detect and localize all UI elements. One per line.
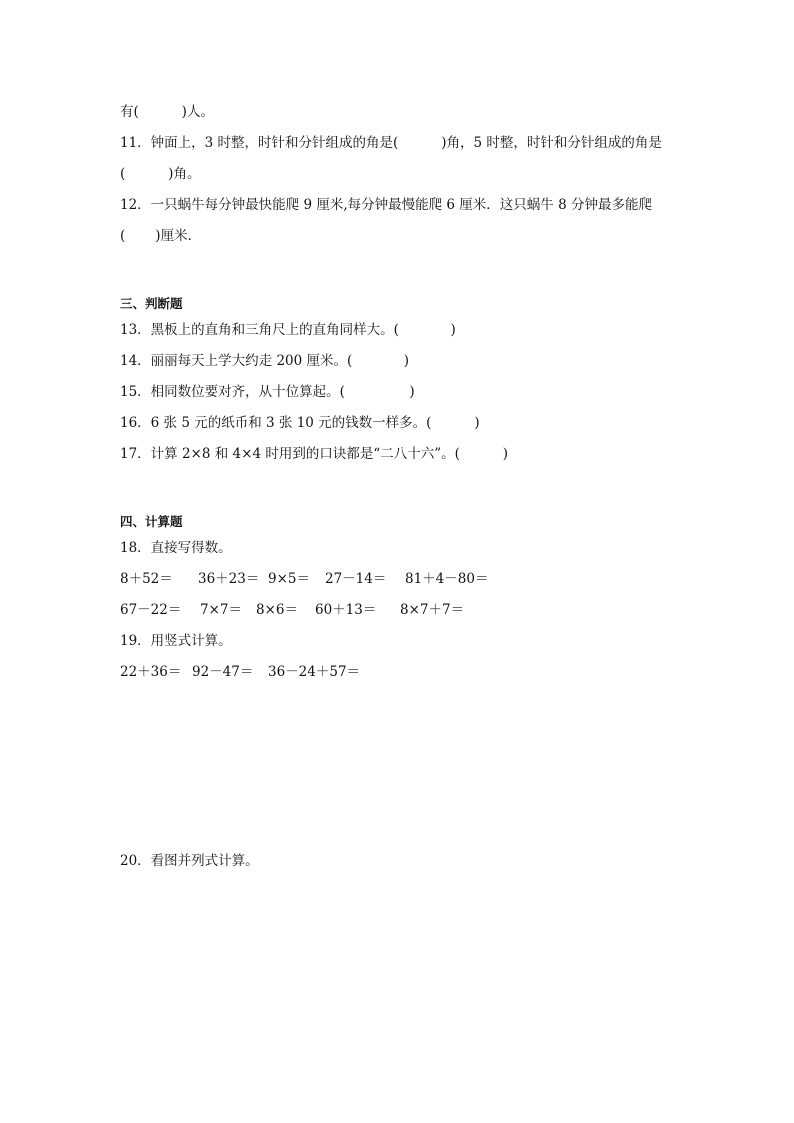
q19-item-3: 36－24＋57＝	[268, 664, 361, 680]
q19-item-2: 92－47＝	[192, 664, 254, 680]
question-14: 14．丽丽每天上学大约走 200 厘米。( )	[120, 353, 410, 369]
question-15: 15．相同数位要对齐，从十位算起。( )	[120, 384, 415, 400]
q18-row2-item-4: 60＋13＝	[315, 602, 377, 618]
section-heading-calculation: 四、计算题	[120, 514, 183, 529]
q18-row1-item-4: 27－14＝	[325, 571, 387, 587]
question-11-line-1: 11．钟面上，3 时整，时针和分针组成的角是( )角，5 时整，时针和分针组成的角是	[120, 135, 662, 151]
q18-row1-item-1: 8＋52＝	[120, 571, 173, 587]
question-12-line-2: ( )厘米．	[120, 228, 202, 244]
q18-row1-item-2: 36＋23＝	[198, 571, 260, 587]
question-13: 13．黑板上的直角和三角尺上的直角同样大。( )	[120, 322, 456, 338]
question-17: 17．计算 2×8 和 4×4 时用到的口诀都是“二八十六”。( )	[120, 446, 509, 462]
question-10-continuation: 有( )人。	[120, 104, 214, 120]
question-20-prompt: 20．看图并列式计算。	[120, 853, 259, 869]
q18-row2-item-2: 7×7＝	[200, 602, 242, 618]
section-heading-judgment: 三、判断题	[120, 296, 183, 311]
q18-row1-item-3: 9×5＝	[268, 571, 310, 587]
q18-row1-item-5: 81＋4－80＝	[405, 571, 489, 587]
question-16: 16．6 张 5 元的纸币和 3 张 10 元的钱数一样多。( )	[120, 415, 480, 431]
q18-row2-item-5: 8×7＋7＝	[400, 602, 465, 618]
question-18-prompt: 18．直接写得数。	[120, 540, 232, 556]
q19-item-1: 22＋36＝	[120, 664, 182, 680]
question-12-line-1: 12．一只蜗牛每分钟最快能爬 9 厘米,每分钟最慢能爬 6 厘米．这只蜗牛 8 分钟最多能爬	[120, 197, 652, 213]
question-19-prompt: 19．用竖式计算。	[120, 633, 232, 649]
q18-row2-item-3: 8×6＝	[256, 602, 298, 618]
q18-row2-item-1: 67－22＝	[120, 602, 182, 618]
question-11-line-2: ( )角。	[120, 166, 201, 182]
